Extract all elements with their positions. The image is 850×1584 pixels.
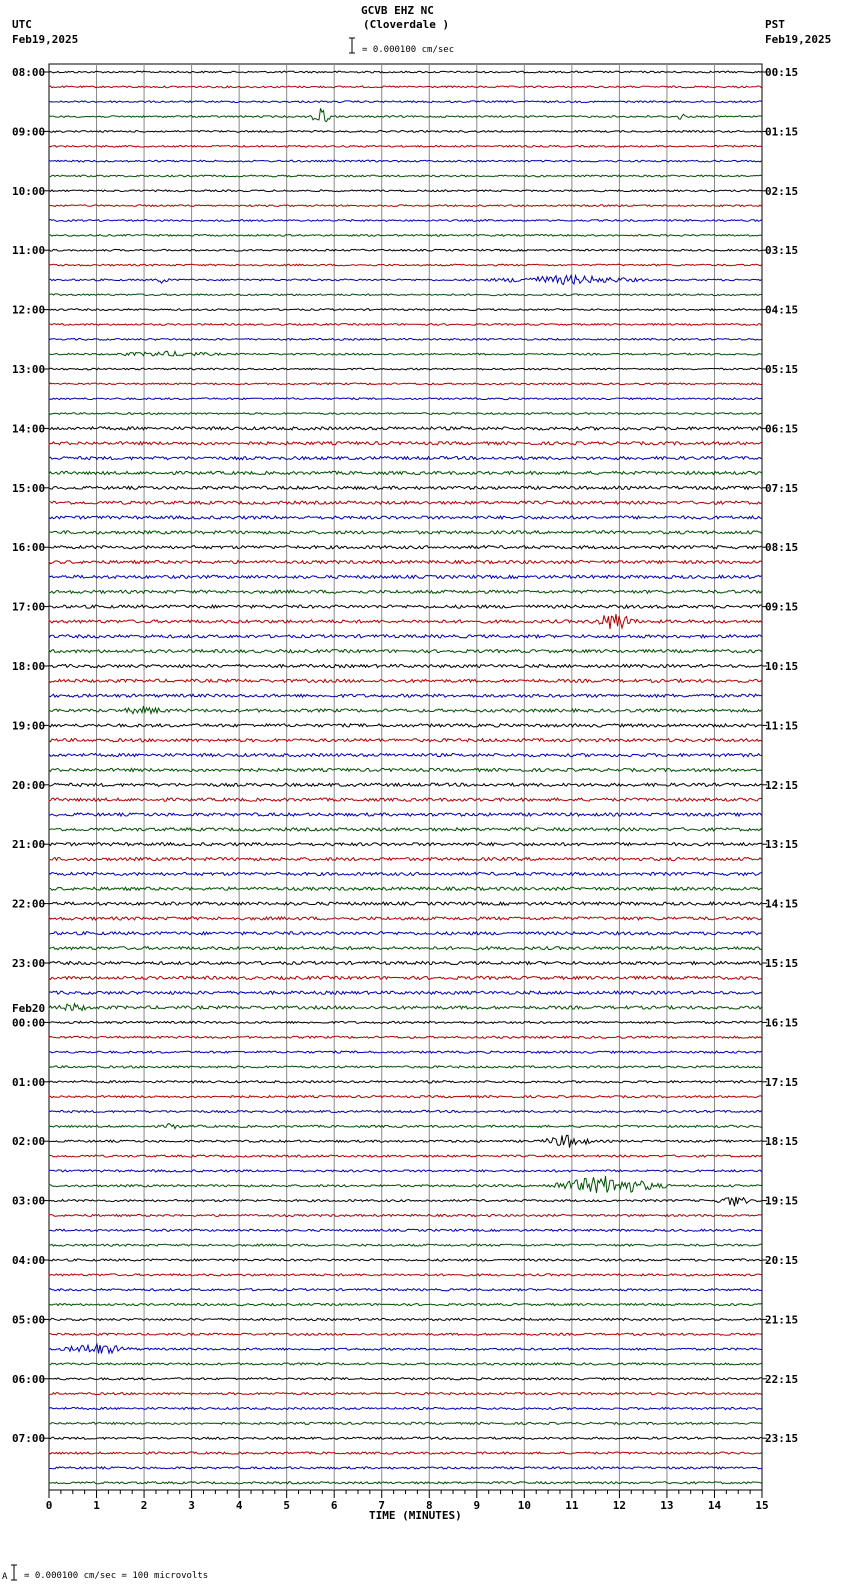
left-timezone: UTC xyxy=(12,18,32,31)
x-tick-label: 13 xyxy=(660,1499,674,1512)
pst-hour-label: 14:15 xyxy=(765,897,799,911)
trace-row-4 xyxy=(49,131,762,133)
trace-row-86 xyxy=(49,1344,762,1353)
trace-row-95 xyxy=(49,1482,762,1484)
trace-row-78 xyxy=(49,1229,762,1231)
trace-row-16 xyxy=(49,309,762,311)
trace-row-36 xyxy=(49,605,762,608)
pst-hour-label: 17:15 xyxy=(765,1075,799,1089)
trace-row-57 xyxy=(49,917,762,920)
utc-hour-label: 14:00 xyxy=(12,422,46,436)
pst-hour-label: 19:15 xyxy=(765,1194,799,1208)
trace-row-58 xyxy=(49,932,762,935)
trace-row-76 xyxy=(49,1197,762,1207)
x-tick-label: 0 xyxy=(45,1499,53,1512)
utc-hour-label: 09:00 xyxy=(12,125,46,139)
scale-label: = 0.000100 cm/sec xyxy=(362,45,455,55)
x-tick-label: 4 xyxy=(235,1499,243,1512)
trace-row-65 xyxy=(49,1036,762,1038)
trace-row-9 xyxy=(49,205,762,207)
pst-hour-label: 08:15 xyxy=(765,541,799,555)
pst-hour-label: 21:15 xyxy=(765,1313,799,1327)
x-tick-label: 10 xyxy=(517,1499,531,1512)
trace-row-18 xyxy=(49,338,762,340)
pst-hour-label: 13:15 xyxy=(765,838,799,852)
trace-row-94 xyxy=(49,1467,762,1469)
trace-row-77 xyxy=(49,1214,762,1216)
trace-row-2 xyxy=(49,101,762,103)
trace-row-63 xyxy=(49,1004,762,1011)
trace-row-6 xyxy=(49,160,762,162)
trace-row-31 xyxy=(49,531,762,534)
trace-row-46 xyxy=(49,754,762,757)
trace-row-61 xyxy=(49,976,762,979)
trace-row-62 xyxy=(49,991,762,994)
trace-row-88 xyxy=(49,1378,762,1380)
x-tick-label: 5 xyxy=(283,1499,290,1512)
utc-hour-label: 05:00 xyxy=(12,1313,46,1327)
trace-row-80 xyxy=(49,1259,762,1261)
trace-row-24 xyxy=(49,427,762,430)
pst-hour-label: 02:15 xyxy=(765,184,799,198)
x-tick-label: 14 xyxy=(707,1499,722,1512)
trace-row-54 xyxy=(49,872,762,875)
trace-row-43 xyxy=(49,706,762,714)
pst-hour-label: 22:15 xyxy=(765,1372,799,1386)
utc-hour-label: 21:00 xyxy=(12,838,46,852)
footer-prefix: A xyxy=(2,1572,8,1582)
trace-row-64 xyxy=(49,1021,762,1023)
utc-hour-label: 06:00 xyxy=(12,1372,46,1386)
pst-hour-label: 06:15 xyxy=(765,422,799,436)
trace-row-27 xyxy=(49,471,762,474)
trace-row-82 xyxy=(49,1289,762,1291)
utc-hour-label: 22:00 xyxy=(12,897,46,911)
trace-row-55 xyxy=(49,887,762,890)
left-date: Feb19,2025 xyxy=(12,33,79,46)
footer-scale: = 0.000100 cm/sec = 100 microvolts xyxy=(24,1571,209,1581)
trace-row-48 xyxy=(49,783,762,786)
plot-frame xyxy=(49,64,762,1490)
utc-hour-label: 01:00 xyxy=(12,1075,46,1089)
utc-hour-label: 18:00 xyxy=(12,660,46,673)
trace-row-66 xyxy=(49,1051,762,1053)
trace-row-39 xyxy=(49,650,762,653)
utc-hour-label: 23:00 xyxy=(12,957,46,970)
trace-row-56 xyxy=(49,902,762,905)
trace-row-79 xyxy=(49,1244,762,1246)
trace-row-7 xyxy=(49,175,762,177)
x-tick-label: 3 xyxy=(188,1499,195,1512)
trace-row-15 xyxy=(49,294,762,296)
pst-hour-label: 20:15 xyxy=(765,1254,799,1267)
pst-hour-label: 07:15 xyxy=(765,481,799,495)
pst-hour-label: 10:15 xyxy=(765,660,799,673)
trace-row-53 xyxy=(49,858,762,861)
x-tick-label: 6 xyxy=(330,1499,338,1512)
x-tick-label: 11 xyxy=(565,1499,579,1512)
utc-hour-label: 08:00 xyxy=(12,66,46,79)
trace-row-26 xyxy=(49,457,762,460)
pst-hour-label: 16:15 xyxy=(765,1016,799,1030)
trace-row-75 xyxy=(49,1176,762,1193)
trace-row-91 xyxy=(49,1422,762,1424)
trace-row-74 xyxy=(49,1170,762,1172)
utc-hour-label: 15:00 xyxy=(12,481,46,495)
pst-hour-label: 04:15 xyxy=(765,303,799,317)
trace-row-29 xyxy=(49,501,762,504)
utc-hour-label: 11:00 xyxy=(12,244,46,258)
utc-hour-label: 19:00 xyxy=(12,719,46,733)
trace-row-38 xyxy=(49,635,762,638)
trace-row-17 xyxy=(49,324,762,326)
trace-row-30 xyxy=(49,516,762,519)
pst-hour-label: 05:15 xyxy=(765,363,799,376)
trace-row-40 xyxy=(49,664,762,667)
pst-hour-label: 23:15 xyxy=(765,1432,799,1446)
utc-hour-label: 13:00 xyxy=(12,363,46,376)
trace-row-59 xyxy=(49,947,762,950)
trace-row-20 xyxy=(49,368,762,370)
trace-row-45 xyxy=(49,739,762,742)
utc-hour-label: 20:00 xyxy=(12,778,46,792)
utc-hour-label: 12:00 xyxy=(12,303,46,317)
x-tick-label: 8 xyxy=(425,1499,433,1512)
trace-row-21 xyxy=(49,383,762,385)
utc-hour-label: 07:00 xyxy=(12,1432,46,1446)
trace-row-28 xyxy=(49,486,762,489)
x-tick-label: 2 xyxy=(140,1499,148,1512)
trace-row-19 xyxy=(49,351,762,356)
trace-row-33 xyxy=(49,561,762,564)
trace-row-42 xyxy=(49,694,762,697)
trace-row-69 xyxy=(49,1096,762,1098)
trace-row-37 xyxy=(49,614,762,629)
trace-row-93 xyxy=(49,1452,762,1454)
trace-row-72 xyxy=(49,1135,762,1147)
trace-row-12 xyxy=(49,249,762,251)
pst-hour-label: 01:15 xyxy=(765,125,799,139)
utc-hour-label: 03:00 xyxy=(12,1194,46,1208)
trace-row-52 xyxy=(49,843,762,846)
trace-row-84 xyxy=(49,1318,762,1320)
trace-row-47 xyxy=(49,768,762,771)
pst-hour-label: 12:15 xyxy=(765,778,799,792)
trace-row-5 xyxy=(49,145,762,147)
x-tick-label: 12 xyxy=(612,1499,627,1512)
right-date: Feb19,2025 xyxy=(765,33,832,46)
utc-hour-label: 10:00 xyxy=(12,184,46,198)
utc-hour-label: 16:00 xyxy=(12,541,46,555)
trace-row-92 xyxy=(49,1437,762,1439)
trace-row-3 xyxy=(49,108,762,121)
trace-row-70 xyxy=(49,1110,762,1112)
trace-row-41 xyxy=(49,679,762,682)
trace-row-83 xyxy=(49,1304,762,1306)
trace-row-71 xyxy=(49,1124,762,1129)
trace-row-60 xyxy=(49,961,762,964)
trace-row-68 xyxy=(49,1081,762,1083)
pst-hour-label: 09:15 xyxy=(765,600,799,614)
trace-row-22 xyxy=(49,398,762,400)
pst-hour-label: 15:15 xyxy=(765,957,799,970)
trace-row-81 xyxy=(49,1274,762,1276)
trace-row-8 xyxy=(49,190,762,192)
trace-row-23 xyxy=(49,413,762,415)
day-change-label: Feb20 xyxy=(12,1002,46,1015)
station-title: GCVB EHZ NC xyxy=(361,4,434,17)
x-tick-label: 7 xyxy=(378,1499,386,1512)
trace-row-87 xyxy=(49,1363,762,1365)
x-tick-label: 9 xyxy=(473,1499,481,1512)
trace-row-90 xyxy=(49,1407,762,1409)
utc-hour-label: 02:00 xyxy=(12,1135,46,1149)
trace-row-10 xyxy=(49,220,762,222)
trace-row-73 xyxy=(49,1155,762,1157)
pst-hour-label: 00:15 xyxy=(765,66,799,79)
trace-row-49 xyxy=(49,798,762,801)
trace-row-35 xyxy=(49,590,762,593)
trace-row-85 xyxy=(49,1333,762,1335)
utc-hour-label: 00:00 xyxy=(12,1016,46,1030)
trace-row-13 xyxy=(49,264,762,266)
x-axis-title: TIME (MINUTES) xyxy=(369,1509,462,1522)
trace-row-1 xyxy=(49,86,762,88)
utc-hour-label: 17:00 xyxy=(12,600,46,614)
trace-row-25 xyxy=(49,442,762,445)
pst-hour-label: 03:15 xyxy=(765,244,799,258)
trace-row-67 xyxy=(49,1066,762,1068)
trace-row-51 xyxy=(49,828,762,831)
trace-row-11 xyxy=(49,235,762,237)
trace-row-0 xyxy=(49,71,762,73)
trace-row-14 xyxy=(49,276,762,285)
pst-hour-label: 11:15 xyxy=(765,719,799,733)
trace-row-44 xyxy=(49,724,762,727)
station-location: (Cloverdale ) xyxy=(363,18,450,31)
utc-hour-label: 04:00 xyxy=(12,1254,46,1267)
pst-hour-label: 18:15 xyxy=(765,1135,799,1149)
right-timezone: PST xyxy=(765,18,785,31)
trace-row-89 xyxy=(49,1393,762,1395)
trace-row-34 xyxy=(49,575,762,578)
trace-row-32 xyxy=(49,546,762,549)
trace-row-50 xyxy=(49,813,762,816)
x-tick-label: 15 xyxy=(755,1499,769,1512)
x-tick-label: 1 xyxy=(93,1499,100,1512)
